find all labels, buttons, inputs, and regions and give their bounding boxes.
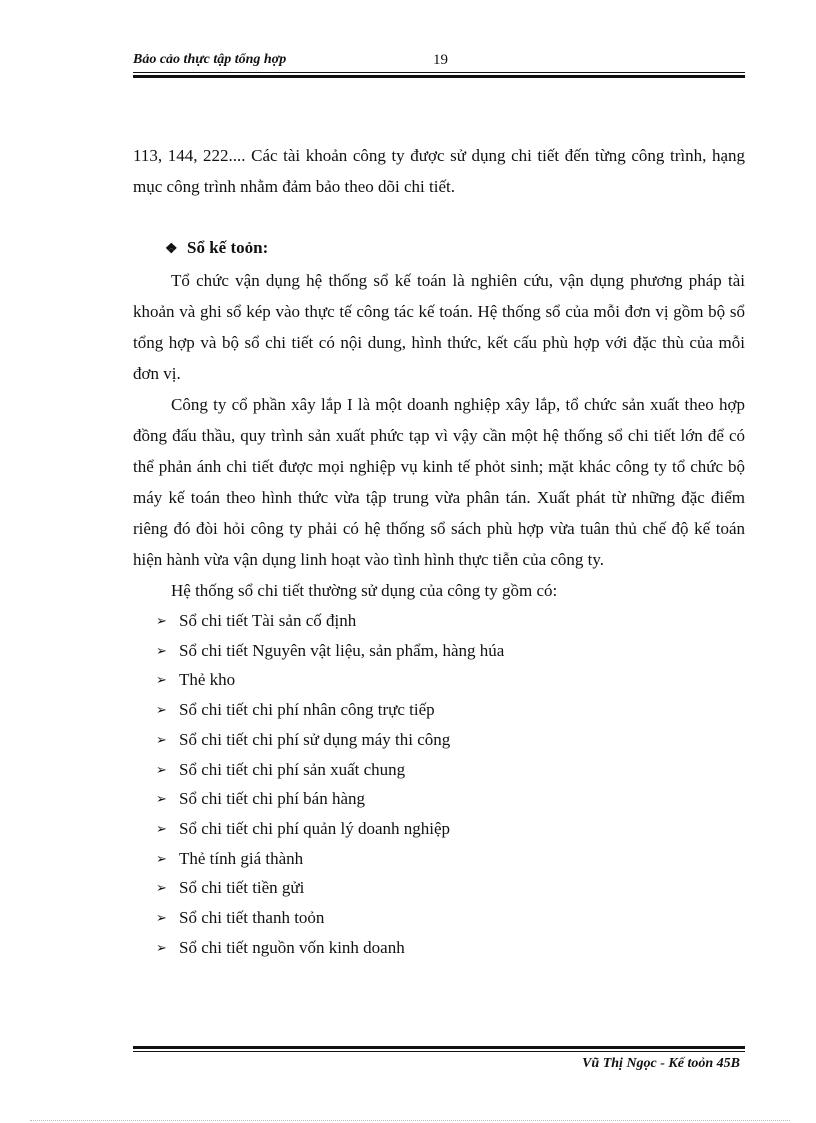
intro-paragraph: 113, 144, 222.... Các tài khoản công ty được sử dụng chi tiết đến từng công trình, hạng mục công trình nhằm đảm bảo theo dõi chi tiết.: [133, 146, 745, 196]
arrow-bullet-icon: ➢: [156, 613, 167, 628]
arrow-bullet-icon: ➢: [156, 761, 167, 777]
arrow-bullet-icon: ➢: [156, 939, 167, 955]
list-item: ➢ Sổ chi tiết chi phí sử dụng máy thi công: [133, 725, 745, 755]
list-item: ➢ Sổ chi tiết chi phí nhân công trực tiếp: [133, 695, 745, 725]
list-intro: Hệ thống sổ chi tiết thường sử dụng của công ty gồm có:: [171, 581, 558, 600]
arrow-bullet-icon: ➢: [156, 672, 167, 688]
list-item: ➢ Sổ chi tiết Tài sản cố định: [133, 606, 745, 636]
list-item: ➢ Thẻ kho: [133, 665, 745, 695]
arrow-bullet-icon: ➢: [156, 642, 167, 658]
section-heading-text: Sổ kế toỏn:: [187, 238, 269, 257]
header-rule-thin: [133, 72, 745, 73]
arrow-bullet-icon: ➢: [156, 702, 167, 718]
diamond-bullet-icon: ❖: [165, 242, 178, 257]
paragraph-1: Tổ chức vận dụng hệ thống sổ kế toán là nghiên cứu, vận dụng phương pháp tài khoản và ghi sổ kép vào thực tế công tác kế toán. Hệ thống sổ của mỗi đơn vị gồm bộ sổ tổng hợp và bộ sổ chi tiết có nội dung, hình thức, kết cấu phù hợp với đặc thù của mỗi đơn vị.: [133, 271, 745, 383]
footer-rule-thin: [133, 1051, 745, 1052]
list-item: ➢ Sổ chi tiết chi phí quản lý doanh nghiệp: [133, 814, 745, 844]
paragraph-2: Công ty cổ phần xây lắp I là một doanh nghiệp xây lắp, tổ chức sản xuất theo hợp đồng đấu thầu, quy trình sản xuất phức tạp vì vậy cần một hệ thống sổ chi tiết lớn để có thể phản ánh chi tiết được mọi nghiệp vụ kinh tế phỏt sinh; mặt khác công ty tổ chức bộ máy kế toán theo hình thức vừa tập trung vừa phân tán. Xuất phát từ những đặc điểm riêng đó đòi hỏi công ty phải có hệ thống sổ sách phù hợp vừa tuân thủ chế độ kế toán hiện hành vừa vận dụng linh hoạt vào tình hình thực tiễn của công ty.: [133, 395, 745, 569]
ledger-list: [133, 606, 745, 962]
list-item: ➢ Sổ chi tiết tiền gửi: [133, 873, 745, 903]
list-item: ➢ Thẻ tính giá thành: [133, 844, 745, 874]
list-item: ➢ Sổ chi tiết thanh toỏn: [133, 903, 745, 933]
arrow-bullet-icon: ➢: [156, 791, 167, 807]
page-header: [133, 52, 745, 72]
footer-author: Vũ Thị Ngọc - Kế toỏn 45B: [582, 1056, 740, 1071]
arrow-bullet-icon: ➢: [156, 880, 167, 896]
document-body: [133, 140, 745, 962]
arrow-bullet-icon: ➢: [156, 850, 167, 866]
list-item: ➢ Sổ chi tiết chi phí sản xuất chung: [133, 755, 745, 785]
section-heading: [165, 232, 745, 265]
list-item: ➢ Sổ chi tiết chi phí bán hàng: [133, 784, 745, 814]
header-rule-thick: [133, 75, 745, 78]
list-item: ➢ Sổ chi tiết nguồn vốn kinh doanh: [133, 933, 745, 963]
arrow-bullet-icon: ➢: [156, 731, 167, 747]
list-item: ➢ Sổ chi tiết Nguyên vật liệu, sản phẩm, hàng húa: [133, 636, 745, 666]
page-number: 19: [433, 52, 448, 68]
arrow-bullet-icon: ➢: [156, 820, 167, 836]
footer-rule-thick: [133, 1046, 745, 1049]
page-break-divider: [30, 1120, 790, 1121]
header-title: Bảo cảo thực tập tổng hợp: [133, 52, 287, 67]
arrow-bullet-icon: ➢: [156, 910, 167, 926]
